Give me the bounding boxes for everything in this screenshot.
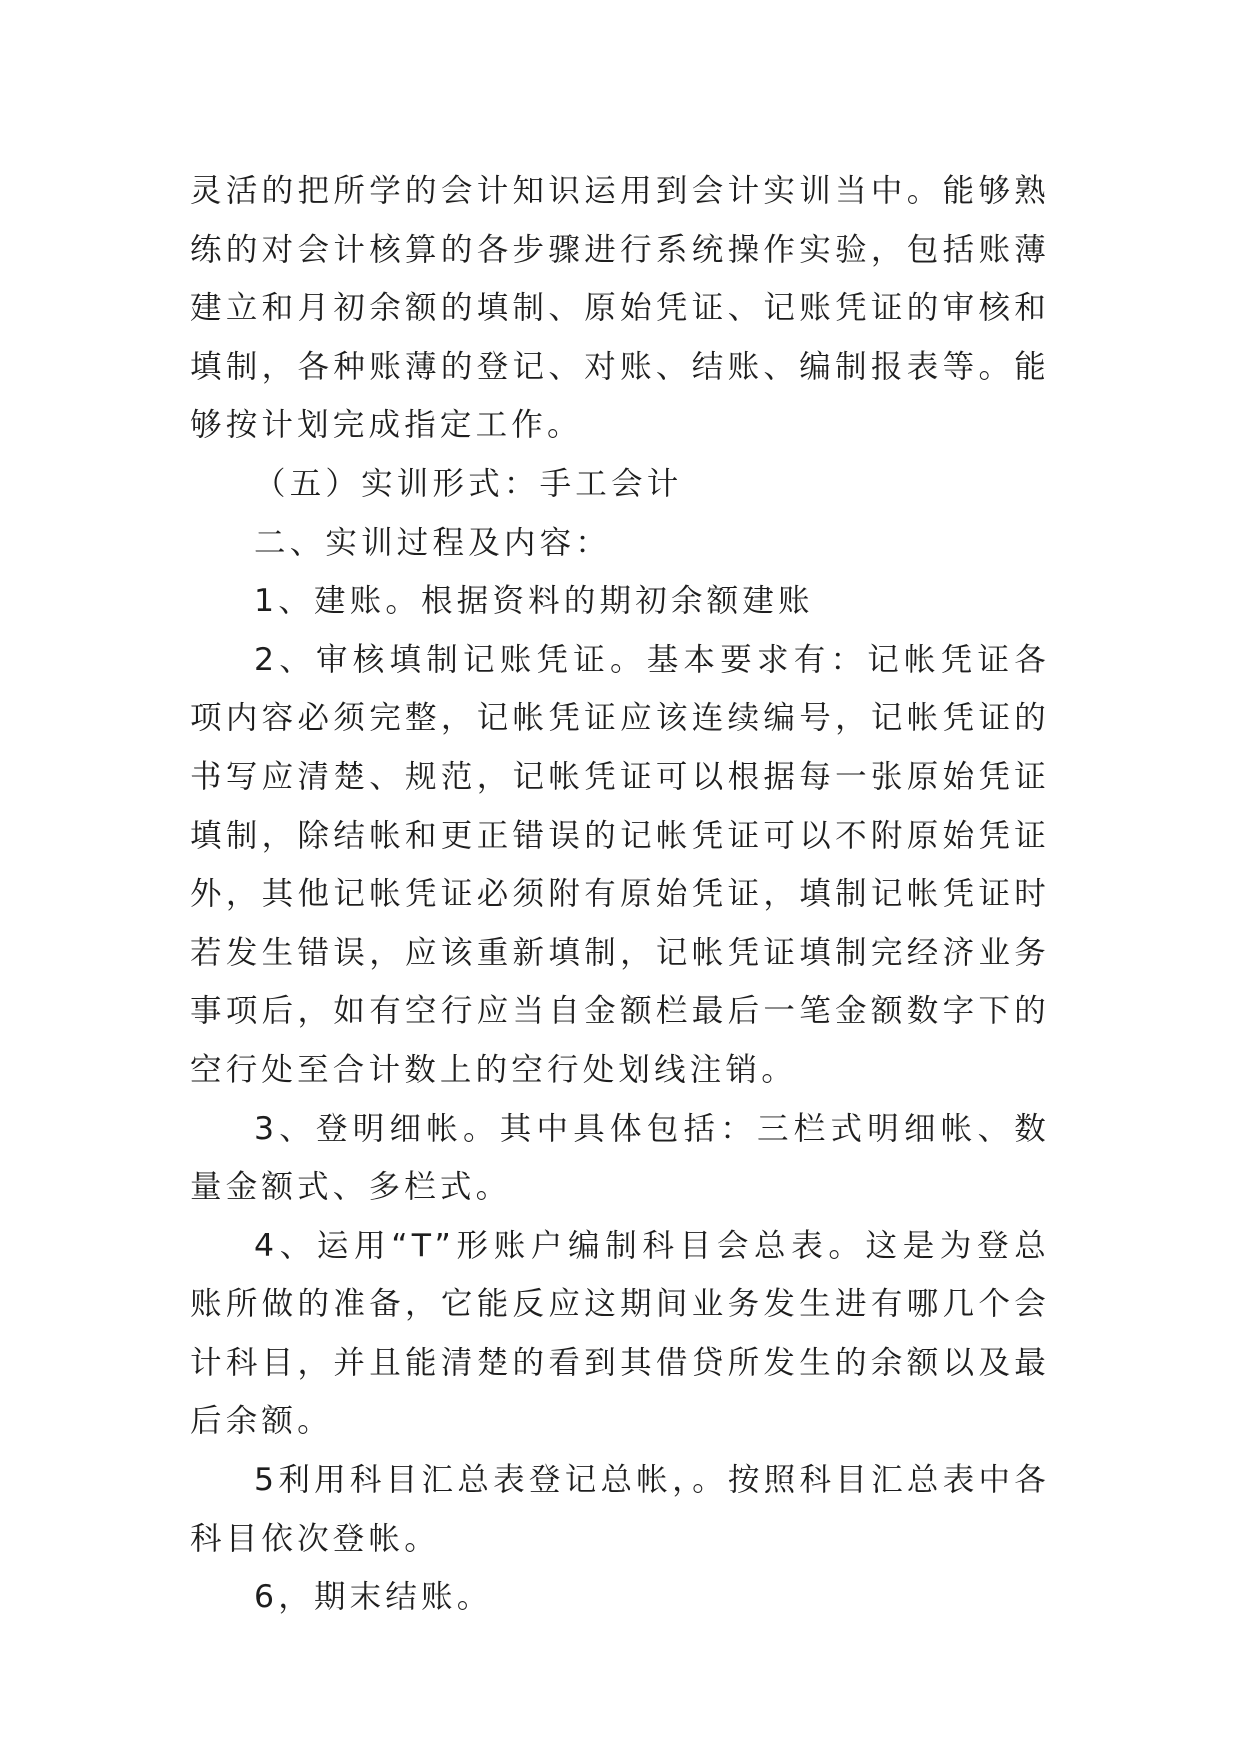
section-heading-process: 二、实训过程及内容： bbox=[254, 524, 612, 561]
document-body bbox=[190, 162, 1050, 1627]
list-item-6: 6，期末结账。 bbox=[254, 1579, 493, 1616]
list-item-5: 5利用科目汇总表登记总帐，。按照科目汇总表中各科目依次登帐。 bbox=[190, 1462, 1050, 1557]
list-item-2: 2、审核填制记账凭证。基本要求有：记帐凭证各项内容必须完整，记帐凭证应该连续编号，记帐凭证的书写应清楚、规范，记帐凭证可以根据每一张原始凭证填制，除结帐和更正错误的记帐凭证可以不附原始凭证外，其他记帐凭证必须附有原始凭证，填制记帐凭证时若发生错误，应该重新填制，记帐凭证填制完经济业务事项后，如有空行应当自金额栏最后一笔金额数字下的空行处至合计数上的空行处划线注销。 bbox=[190, 641, 1050, 1088]
paragraph-training-form: （五）实训形式：手工会计 bbox=[254, 465, 683, 502]
list-item-3: 3、登明细帐。其中具体包括：三栏式明细帐、数量金额式、多栏式。 bbox=[190, 1110, 1050, 1206]
list-item-4: 4、运用“T”形账户编制科目会总表。这是为登总账所做的准备，它能反应这期间业务发生进有哪几个会计科目，并且能清楚的看到其借贷所发生的余额以及最后余额。 bbox=[190, 1227, 1050, 1440]
paragraph-continuation: 灵活的把所学的会计知识运用到会计实训当中。能够熟练的对会计核算的各步骤进行系统操作实验，包括账薄建立和月初余额的填制、原始凭证、记账凭证的审核和填制，各种账薄的登记、对账、结账、编制报表等。能够按计划完成指定工作。 bbox=[190, 173, 1050, 444]
list-item-1: 1、建账。根据资料的期初余额建账 bbox=[254, 583, 814, 620]
